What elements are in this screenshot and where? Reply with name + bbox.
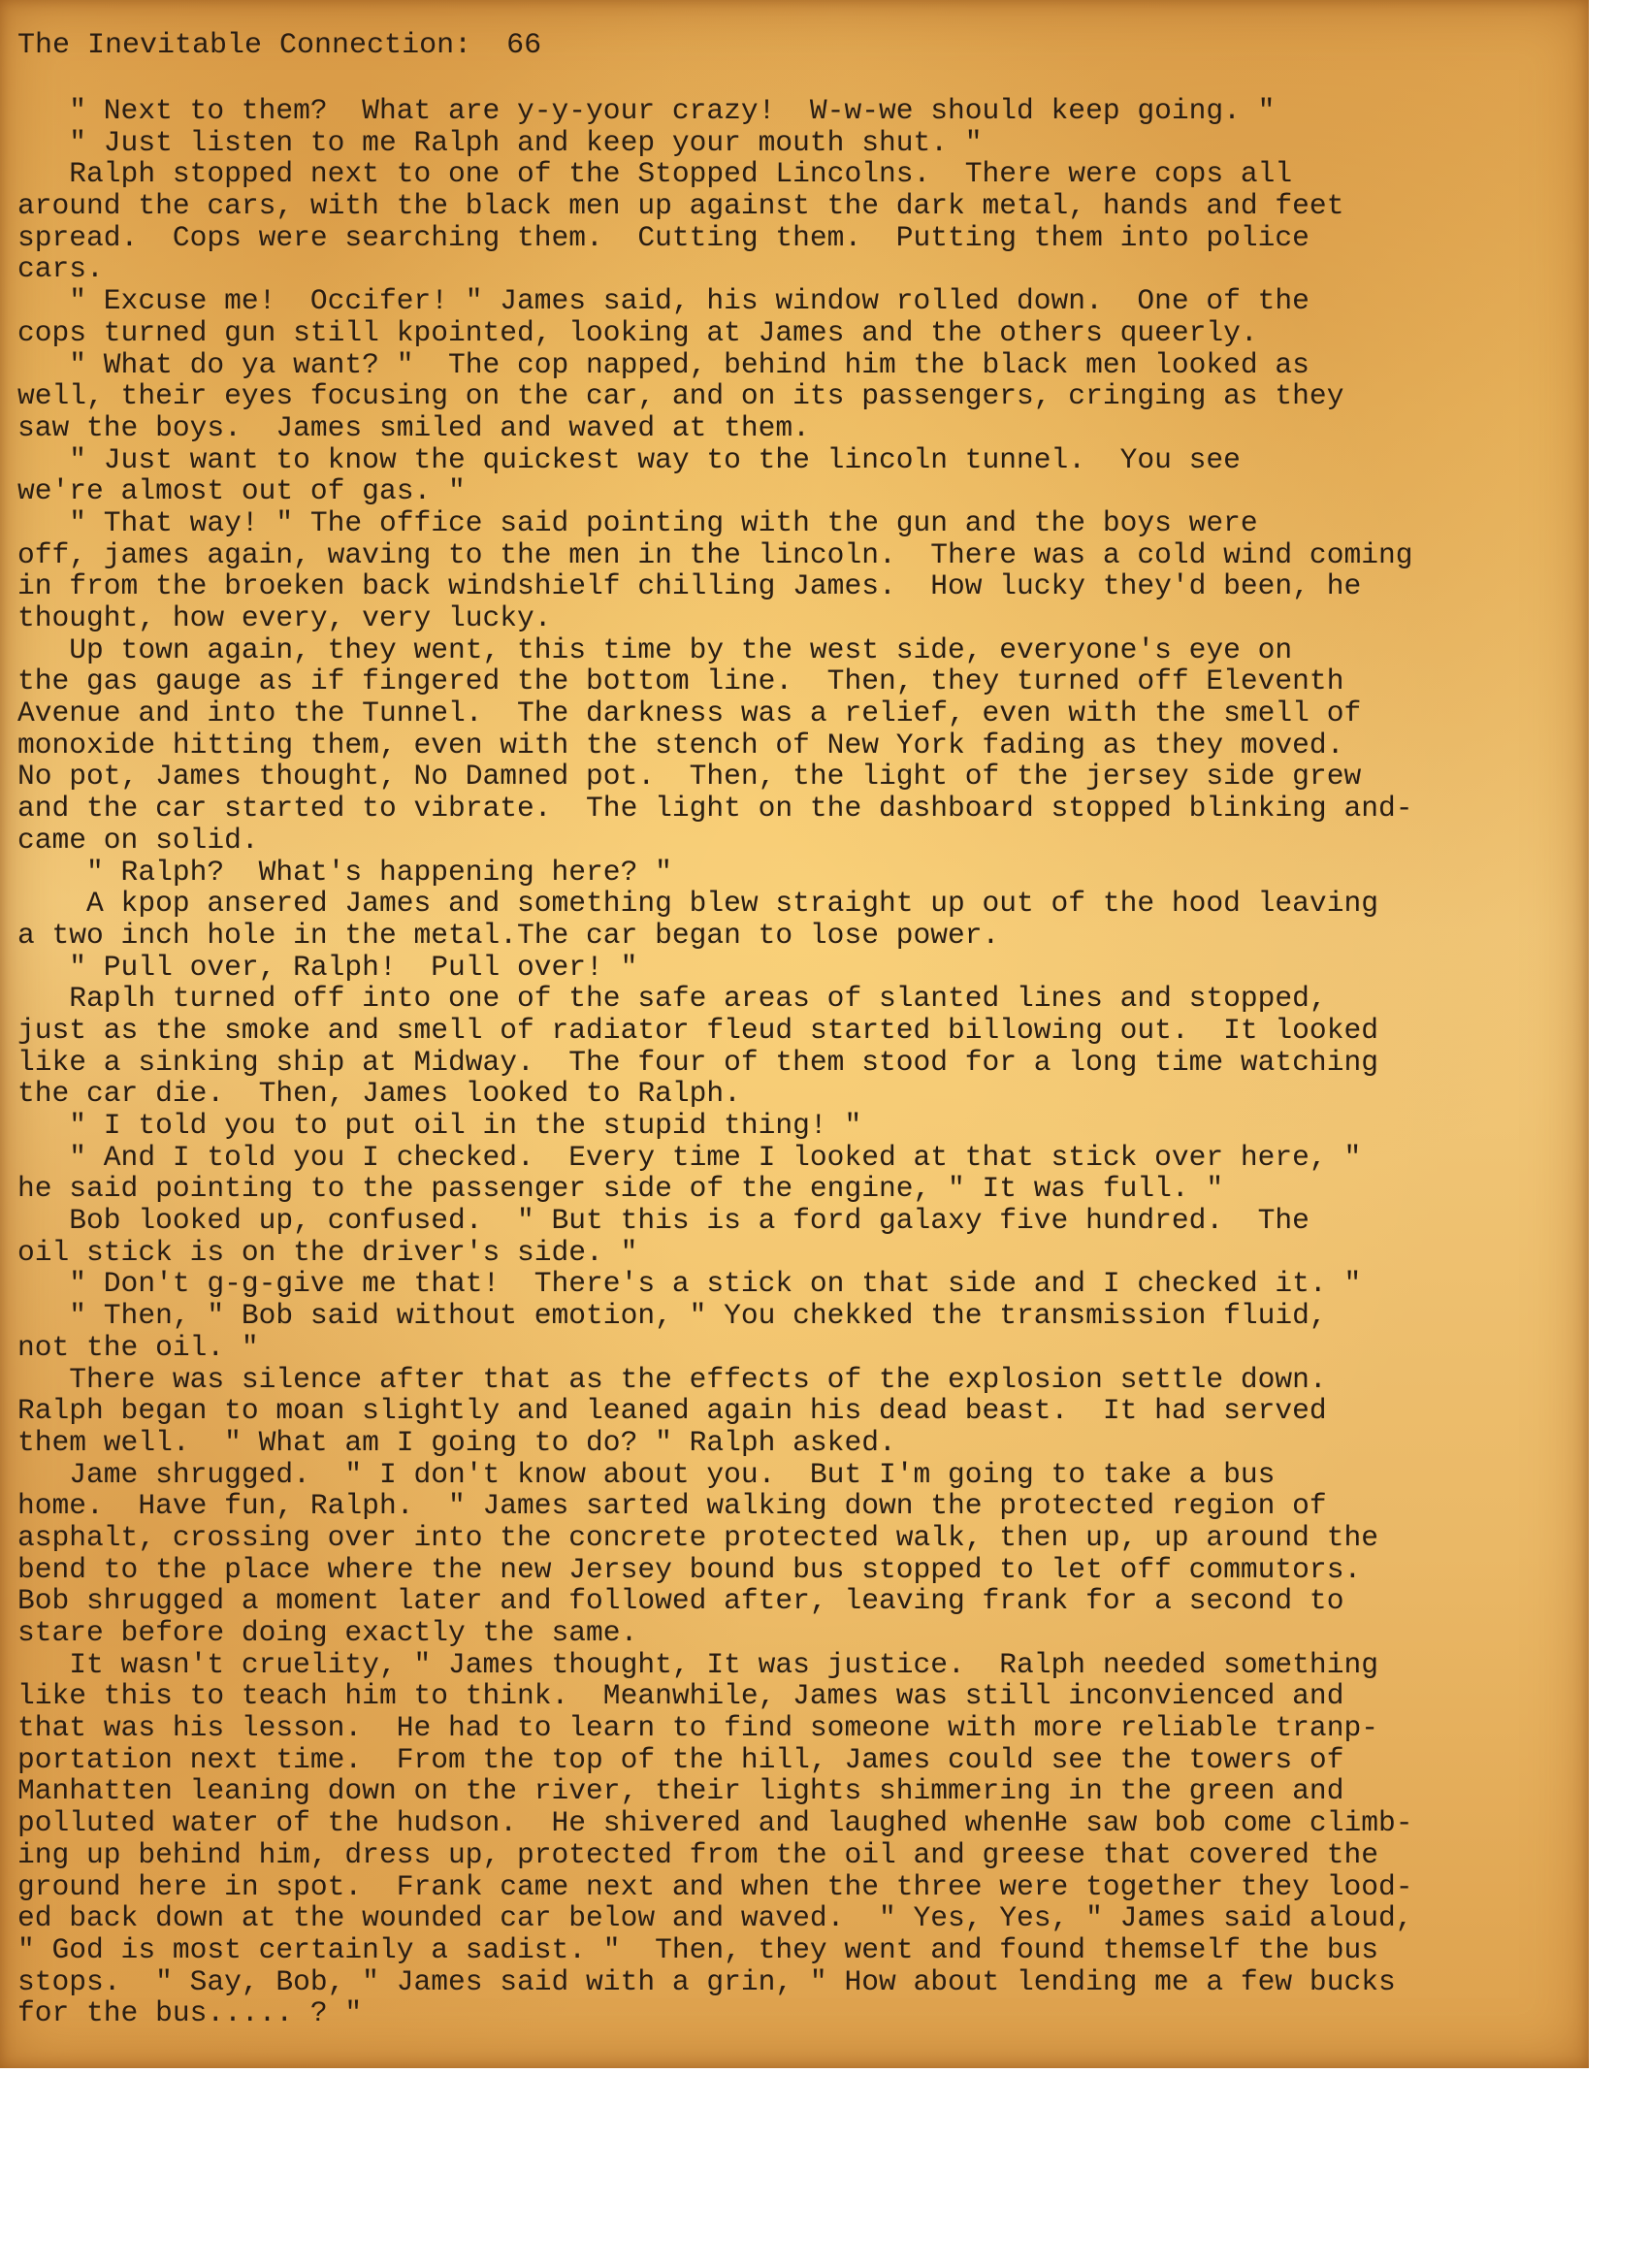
text-line: came on solid. (17, 823, 259, 857)
text-line: Raplh turned off into one of the safe areas of slanted lines and stopped, (17, 982, 1327, 1016)
text-line: ed back down at the wounded car below and waved. " Yes, Yes, " James said aloud, (17, 1901, 1413, 1935)
text-line: stops. " Say, Bob, " James said with a grin, " How about lending me a few bucks (17, 1964, 1396, 1998)
text-line: for the bus..... ? " (17, 1996, 363, 2030)
text-line: thought, how every, very lucky. (17, 601, 552, 634)
text-line: cops turned gun still kpointed, looking at James and the others queerly. (17, 315, 1258, 349)
text-line: " Just want to know the quickest way to the lincoln tunnel. You see (17, 442, 1241, 476)
text-line: cars. (17, 252, 104, 286)
text-line: Jame shrugged. " I don't know about you. But I'm going to take a bus (17, 1457, 1276, 1491)
page-header: The Inevitable Connection: 66 (17, 29, 542, 62)
text-line: " And I told you I checked. Every time I looked at that stick over here, " (17, 1140, 1362, 1174)
text-line: ing up behind him, dress up, protected from the oil and greese that covered the (17, 1837, 1378, 1871)
text-line: home. Have fun, Ralph. " James sarted walking down the protected region of (17, 1489, 1327, 1523)
text-line: the gas gauge as if fingered the bottom line. Then, they turned off Eleventh (17, 664, 1344, 698)
text-line: Bob looked up, confused. " But this is a ford galaxy five hundred. The (17, 1204, 1310, 1238)
text-line: them well. " What am I going to do? " Ralph asked. (17, 1425, 896, 1459)
text-line: oil stick is on the driver's side. " (17, 1235, 638, 1269)
text-line: that was his lesson. He had to learn to find someone with more reliable tranp- (17, 1711, 1378, 1745)
text-line: ground here in spot. Frank came next and when the three were together they lood- (17, 1869, 1413, 1903)
text-line: he said pointing to the passenger side of the engine, " It was full. " (17, 1172, 1224, 1206)
text-line: a two inch hole in the metal.The car began to lose power. (17, 918, 1000, 952)
manuscript-body (17, 95, 1579, 2029)
text-line: " I told you to put oil in the stupid thing! " (17, 1109, 862, 1142)
text-line: just as the smoke and smell of radiator fleud started billowing out. It looked (17, 1013, 1378, 1047)
text-line: No pot, James thought, No Damned pot. Then, the light of the jersey side grew (17, 760, 1362, 794)
text-line: we're almost out of gas. " (17, 474, 466, 508)
text-line: polluted water of the hudson. He shivered and laughed whenHe saw bob come climb- (17, 1806, 1413, 1840)
text-line: spread. Cops were searching them. Cutting them. Putting them into police (17, 220, 1310, 254)
text-line: " God is most certainly a sadist. " Then, they went and found themself the bus (17, 1932, 1378, 1966)
text-line: " Next to them? What are y-y-your crazy! W-w-we should keep going. " (17, 94, 1276, 127)
text-line: and the car started to vibrate. The light on the dashboard stopped blinking and- (17, 792, 1413, 826)
text-line: Ralph stopped next to one of the Stopped Lincolns. There were cops all (17, 157, 1293, 191)
text-line: " That way! " The office said pointing with the gun and the boys were (17, 505, 1258, 539)
text-line: " Then, " Bob said without emotion, " You chekked the transmission fluid, (17, 1299, 1327, 1333)
text-line: Up town again, they went, this time by the west side, everyone's eye on (17, 632, 1293, 666)
text-line: " Pull over, Ralph! Pull over! " (17, 950, 638, 984)
text-line: stare before doing exactly the same. (17, 1616, 638, 1649)
text-line: asphalt, crossing over into the concrete protected walk, then up, up around the (17, 1520, 1378, 1554)
text-line: not the oil. " (17, 1330, 259, 1364)
text-line: like this to teach him to think. Meanwhile, James was still inconvienced and (17, 1679, 1344, 1713)
text-line: monoxide hitting them, even with the stench of New York fading as they moved. (17, 728, 1344, 761)
text-line: Ralph began to moan slightly and leaned again his dead beast. It had served (17, 1394, 1327, 1428)
text-line: off, james again, waving to the men in the lincoln. There was a cold wind coming (17, 537, 1413, 571)
text-line: around the cars, with the black men up against the dark metal, hands and feet (17, 189, 1344, 223)
text-line: portation next time. From the top of the hill, James could see the towers of (17, 1742, 1344, 1776)
text-line: well, their eyes focusing on the car, and on its passengers, cringing as they (17, 379, 1344, 413)
text-line: Avenue and into the Tunnel. The darkness was a relief, even with the smell of (17, 697, 1362, 730)
text-line: Manhatten leaning down on the river, their lights shimmering in the green and (17, 1774, 1344, 1808)
text-line: the car die. Then, James looked to Ralph. (17, 1077, 741, 1111)
text-line: Bob shrugged a moment later and followed after, leaving frank for a second to (17, 1584, 1344, 1618)
text-line: It wasn't cruelity, " James thought, It was justice. Ralph needed something (17, 1647, 1378, 1681)
text-line: bend to the place where the new Jersey bound bus stopped to let off commutors. (17, 1552, 1362, 1586)
text-line: " Excuse me! Occifer! " James said, his window rolled down. One of the (17, 284, 1310, 318)
text-line: in from the broeken back windshielf chilling James. How lucky they'd been, he (17, 569, 1362, 603)
text-line: like a sinking ship at Midway. The four of them stood for a long time watching (17, 1045, 1378, 1079)
text-line: A kpop ansered James and something blew straight up out of the hood leaving (17, 887, 1378, 921)
text-line: " What do ya want? " The cop napped, behind him the black men looked as (17, 347, 1310, 381)
text-line: saw the boys. James smiled and waved at them. (17, 410, 810, 444)
text-line: " Just listen to me Ralph and keep your mouth shut. " (17, 125, 983, 159)
text-line: There was silence after that as the effects of the explosion settle down. (17, 1362, 1327, 1396)
text-line: " Don't g-g-give me that! There's a stick on that side and I checked it. " (17, 1267, 1362, 1301)
text-line: " Ralph? What's happening here? " (17, 855, 672, 889)
